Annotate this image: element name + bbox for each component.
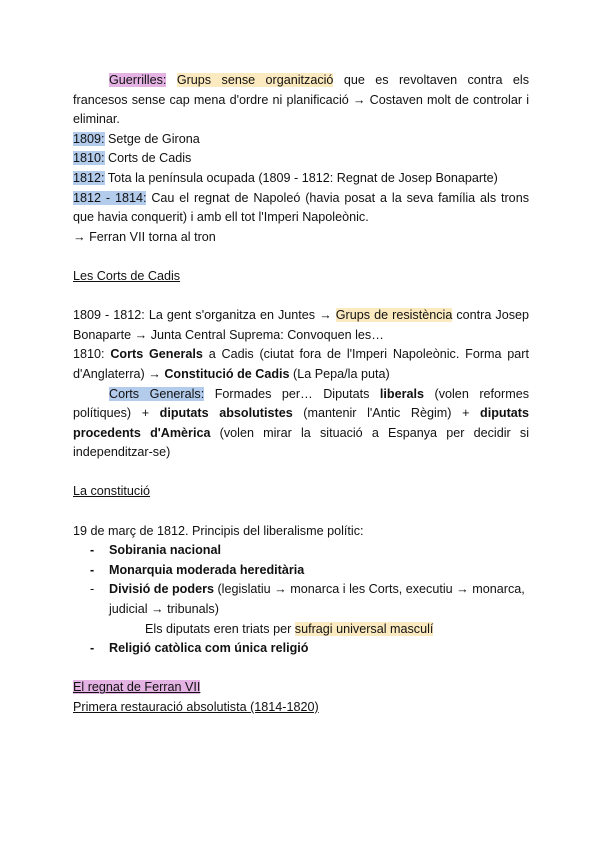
guerrilles-text: que es revoltaven contra els francesos sense cap mena d'ordre ni planificació → Costaven molt de controlar i eliminar. bbox=[73, 73, 530, 127]
sufragi-note: Els diputats eren triats per sufragi universal masculí bbox=[145, 621, 434, 636]
blank-line bbox=[73, 287, 529, 307]
guerrilles-definition: Grups sense organització bbox=[176, 73, 334, 87]
event-text: Tota la península ocupada (1809 - 1812: Regnat de Josep Bonaparte) bbox=[104, 170, 498, 185]
guerrilles-paragraph bbox=[73, 71, 529, 130]
section-heading-constitucio: La constitució bbox=[73, 484, 151, 499]
list-item: - Monarquia moderada hereditària bbox=[73, 561, 529, 581]
principles-list bbox=[73, 541, 529, 619]
event-text: Setge de Girona bbox=[104, 131, 200, 146]
event-text: Cau el regnat de Napoleó (havia posat a la seva família als trons que havia conquerit) i amb ell tot l'Imperi Napoleònic. bbox=[73, 190, 529, 225]
corts-generals-paragraph: 1810: Corts Generals a Cadis (ciutat fora de l'Imperi Napoleònic. Forma part d'Anglaterra) → Constitució de Cadis (La Pepa/la puta) bbox=[73, 347, 529, 381]
year-label: 1809: bbox=[73, 131, 105, 146]
year-label: 1810: bbox=[73, 151, 105, 166]
guerrilles-term: Guerrilles: bbox=[109, 73, 167, 87]
subheading-restauracio: Primera restauració absolutista (1814-1820) bbox=[73, 700, 319, 714]
timeline-1809 bbox=[73, 130, 529, 150]
list-item: - Divisió de poders (legislatiu → monarca i les Corts, executiu → monarca, judicial → tribunals) bbox=[90, 582, 525, 617]
list-item: - Religió catòlica com única religió bbox=[73, 639, 529, 659]
section-heading-regnat: El regnat de Ferran VII bbox=[73, 680, 201, 695]
document-page bbox=[73, 71, 529, 718]
principles-list-continued bbox=[73, 639, 529, 659]
list-item: - Sobirania nacional bbox=[73, 541, 529, 561]
blank-line bbox=[73, 502, 529, 522]
dash-bullet: - bbox=[90, 582, 95, 597]
timeline-1812 bbox=[73, 169, 529, 189]
year-label: 1812 - 1814: bbox=[73, 190, 147, 205]
sufragi-highlight: sufragi universal masculí bbox=[294, 621, 434, 636]
dash-bullet: - bbox=[90, 562, 95, 577]
dash-bullet: - bbox=[90, 543, 95, 558]
event-text: Corts de Cadis bbox=[104, 151, 192, 166]
blank-line bbox=[73, 659, 529, 679]
section-heading-corts: Les Corts de Cadis bbox=[73, 268, 181, 283]
blank-line bbox=[73, 463, 529, 483]
juntes-paragraph: 1809 - 1812: La gent s'organitza en Juntes → Grups de resistència contra Josep Bonaparte → Junta Central Suprema: Convoquen les… bbox=[73, 308, 530, 342]
corts-composition-paragraph: Corts Generals: Formades per… Diputats liberals (volen reformes polítiques) + diputats absolutistes (mantenir l'Antic Règim) + diputats procedents d'Amèrica (volen mirar la situació a Espanya per decidir si independitzar-se) bbox=[73, 386, 530, 460]
resistance-groups-highlight: Grups de resistència bbox=[335, 308, 453, 323]
constitucio-intro: 19 de març de 1812. Principis del liberalisme polític: bbox=[73, 523, 364, 538]
timeline-1810 bbox=[73, 149, 529, 169]
year-label: 1812: bbox=[73, 170, 105, 185]
dash-bullet: - bbox=[90, 641, 95, 656]
corts-generals-highlight: Corts Generals: bbox=[109, 386, 205, 401]
blank-line bbox=[73, 247, 529, 267]
ferran-returns-line: → Ferran VII torna al tron bbox=[73, 229, 216, 244]
timeline-1812-1814 bbox=[73, 189, 529, 228]
